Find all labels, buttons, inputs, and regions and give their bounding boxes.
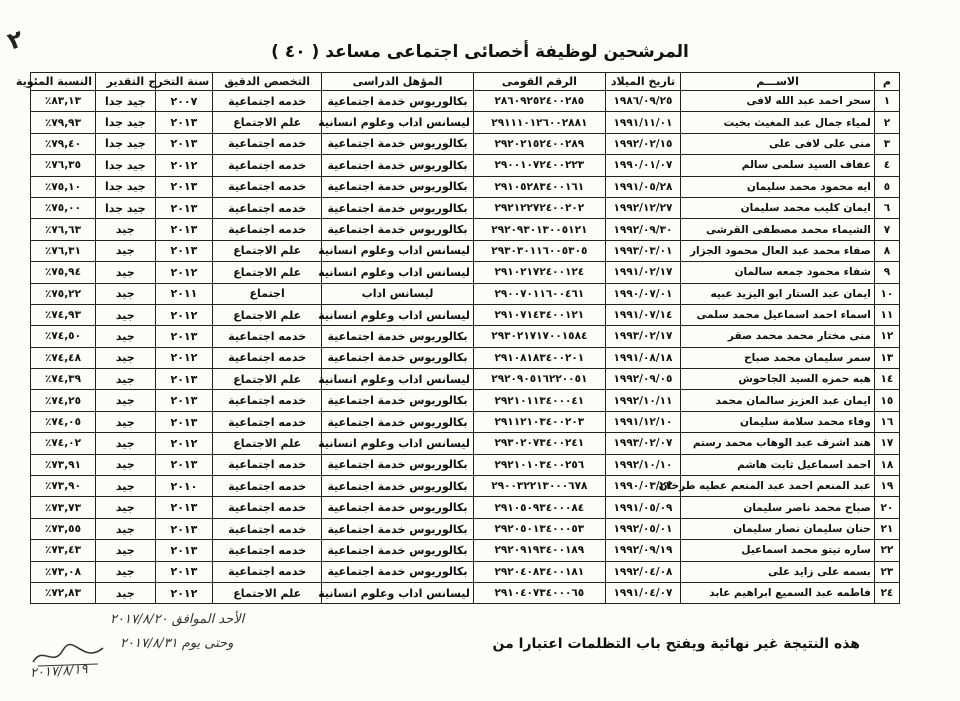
national-id-cell: ٢٩١٠٢١٧٢٤٠٠١٢٤ xyxy=(473,262,605,283)
table-row xyxy=(31,390,900,411)
grad-year-cell: ٢٠١٢ xyxy=(155,582,213,603)
national-id-cell: ٢٩٣٠٢٠٧٣٤٠٠٢٤١ xyxy=(473,433,605,454)
grad-year-cell: ٢٠٠٧ xyxy=(155,91,213,112)
specialty-cell: علم الاجتماع xyxy=(213,304,322,325)
national-id-cell: ٢٩٠٠١٠٧٢٤٠٠٢٢٣ xyxy=(473,155,605,176)
grade-cell: جيد xyxy=(95,369,155,390)
handwritten-signature-date: ٢٠١٧/٨/١٩ xyxy=(29,662,89,681)
row-num-cell: ١٠ xyxy=(874,283,899,304)
table-row xyxy=(31,347,900,368)
grade-cell: جيد xyxy=(95,240,155,261)
percent-cell: ٧٣,٧٣٪ xyxy=(31,497,96,518)
specialty-cell: خدمه اجتماعية xyxy=(213,326,322,347)
dob-cell: ١٩٨٦/٠٩/٢٥ xyxy=(605,91,680,112)
percent-cell: ٧٥,٩٤٪ xyxy=(31,262,96,283)
table-row xyxy=(31,112,900,133)
percent-cell: ٧٤,٠٥٪ xyxy=(31,411,96,432)
row-num-cell: ٢٠ xyxy=(874,497,899,518)
name-cell: عفاف السيد سلمى سالم xyxy=(681,155,875,176)
qualification-cell: بكالوريوس خدمة اجتماعية xyxy=(322,347,474,368)
percent-cell: ٧٣,٩١٪ xyxy=(31,454,96,475)
qualification-cell: ليسانس اداب وعلوم انسانية xyxy=(322,433,474,454)
grad-year-cell: ٢٠١٣ xyxy=(155,326,213,347)
qualification-cell: بكالوريوس خدمة اجتماعية xyxy=(322,454,474,475)
handwritten-date-from: الأحد الموافق ٢٠١٧/٨/٢٠ xyxy=(110,612,245,627)
row-num-cell: ١١ xyxy=(874,304,899,325)
name-cell: ايمان عبد العزيز سالمان محمد xyxy=(681,390,875,411)
table-row xyxy=(31,283,900,304)
row-num-cell: ١٨ xyxy=(874,454,899,475)
national-id-cell: ٢٩٠٠٣٢٢١٣٠٠٠٦٧٨ xyxy=(473,476,605,497)
grade-cell: جيد جدا xyxy=(95,155,155,176)
grade-cell: جيد xyxy=(95,390,155,411)
row-num-cell: ١ xyxy=(874,91,899,112)
grade-cell: جيد جدا xyxy=(95,91,155,112)
table-row xyxy=(31,326,900,347)
row-num-cell: ٢٣ xyxy=(874,561,899,582)
national-id-cell: ٢٩٠٠٧٠١١٦٠٠٤٦١ xyxy=(473,283,605,304)
name-cell: صفاء محمد عبد العال محمود الجزار xyxy=(681,240,875,261)
table-row xyxy=(31,133,900,154)
dob-cell: ١٩٩٠/٠٣/٢٢ xyxy=(605,476,680,497)
dob-cell: ١٩٩٢/٠٩/٠٥ xyxy=(605,369,680,390)
dob-cell: ١٩٩٣/٠٢/١٧ xyxy=(605,326,680,347)
header-percent: النسبة المئوية xyxy=(31,73,96,91)
national-id-cell: ٢٩١٠٥٠٩٣٤٠٠٠٨٤ xyxy=(473,497,605,518)
national-id-cell: ٢٩٢٠٩٠٥١٦٢٢٠٠٥١ xyxy=(473,369,605,390)
header-grade: التقدير xyxy=(95,73,155,91)
row-num-cell: ٦ xyxy=(874,197,899,218)
corner-page-mark: ٢ xyxy=(4,24,27,56)
dob-cell: ١٩٩١/٠٨/١٨ xyxy=(605,347,680,368)
qualification-cell: بكالوريوس خدمة اجتماعية xyxy=(322,326,474,347)
grad-year-cell: ٢٠١٣ xyxy=(155,240,213,261)
dob-cell: ١٩٩١/١١/٠١ xyxy=(605,112,680,133)
table-header-row xyxy=(31,73,900,91)
qualification-cell: بكالوريوس خدمة اجتماعية xyxy=(322,197,474,218)
percent-cell: ٧٩,٩٣٪ xyxy=(31,112,96,133)
grad-year-cell: ٢٠١١ xyxy=(155,283,213,304)
name-cell: صباح محمد ناصر سليمان xyxy=(681,497,875,518)
dob-cell: ١٩٩٢/١٢/٢٧ xyxy=(605,197,680,218)
national-id-cell: ٢٩٢٠٥٠١٣٤٠٠٠٥٣ xyxy=(473,518,605,539)
table-row xyxy=(31,454,900,475)
national-id-cell: ٢٩٢٠٩٣٠١٣٠٠٥١٢١ xyxy=(473,219,605,240)
table-row xyxy=(31,582,900,603)
grad-year-cell: ٢٠١٣ xyxy=(155,411,213,432)
grad-year-cell: ٢٠١٣ xyxy=(155,454,213,475)
dob-cell: ١٩٩١/٠٥/٢٨ xyxy=(605,176,680,197)
percent-cell: ٧٦,٣١٪ xyxy=(31,240,96,261)
percent-cell: ٧٣,٠٨٪ xyxy=(31,561,96,582)
table-row xyxy=(31,155,900,176)
row-num-cell: ٧ xyxy=(874,219,899,240)
national-id-cell: ٢٩١٠٤٠٧٣٤٠٠٠٦٥ xyxy=(473,582,605,603)
table-row xyxy=(31,540,900,561)
qualification-cell: بكالوريوس خدمة اجتماعية xyxy=(322,155,474,176)
dob-cell: ١٩٩١/٠٢/١٧ xyxy=(605,262,680,283)
header-specialty: التخصص الدقيق xyxy=(213,73,322,91)
footer-note: هذه النتيجة غير نهائية ويفتح باب التظلمات اعتبارا من xyxy=(492,636,860,652)
national-id-cell: ٢٩٢١٠١٠٣٤٠٠٢٥٦ xyxy=(473,454,605,475)
grade-cell: جيد جدا xyxy=(95,112,155,133)
header-dob: تاريخ الميلاد xyxy=(605,73,680,91)
qualification-cell: ليسانس اداب وعلوم انسانية xyxy=(322,240,474,261)
percent-cell: ٨٣,١٣٪ xyxy=(31,91,96,112)
national-id-cell: ٢٨٦٠٩٢٥٢٤٠٠٢٨٥ xyxy=(473,91,605,112)
grade-cell: جيد xyxy=(95,347,155,368)
percent-cell: ٧٤,٣٩٪ xyxy=(31,369,96,390)
grad-year-cell: ٢٠١٣ xyxy=(155,219,213,240)
table-row xyxy=(31,176,900,197)
percent-cell: ٧٩,٤٠٪ xyxy=(31,133,96,154)
specialty-cell: علم الاجتماع xyxy=(213,433,322,454)
grad-year-cell: ٢٠١٢ xyxy=(155,433,213,454)
percent-cell: ٧٥,٠٠٪ xyxy=(31,197,96,218)
specialty-cell: خدمه اجتماعية xyxy=(213,91,322,112)
handwritten-date-to: وحتى يوم ٢٠١٧/٨/٣١ xyxy=(120,636,234,651)
dob-cell: ١٩٩٠/٠١/٠٧ xyxy=(605,155,680,176)
grad-year-cell: ٢٠١٣ xyxy=(155,518,213,539)
table-row xyxy=(31,219,900,240)
row-num-cell: ٥ xyxy=(874,176,899,197)
name-cell: احمد اسماعيل ثابت هاشم xyxy=(681,454,875,475)
grad-year-cell: ٢٠١٢ xyxy=(155,155,213,176)
specialty-cell: خدمه اجتماعية xyxy=(213,219,322,240)
national-id-cell: ٢٩٣٠٢١٧١٧٠٠١٥٨٤ xyxy=(473,326,605,347)
row-num-cell: ٢٢ xyxy=(874,540,899,561)
national-id-cell: ٢٩١٠٥٢٨٣٤٠٠١٦١ xyxy=(473,176,605,197)
qualification-cell: ليسانس اداب وعلوم انسانية xyxy=(322,262,474,283)
grade-cell: جيد xyxy=(95,561,155,582)
name-cell: ساره تيتو محمد اسماعيل xyxy=(681,540,875,561)
qualification-cell: بكالوريوس خدمة اجتماعية xyxy=(322,219,474,240)
row-num-cell: ١٧ xyxy=(874,433,899,454)
row-num-cell: ٨ xyxy=(874,240,899,261)
specialty-cell: خدمه اجتماعية xyxy=(213,476,322,497)
percent-cell: ٧٢,٨٣٪ xyxy=(31,582,96,603)
table-body xyxy=(31,91,900,604)
specialty-cell: خدمه اجتماعية xyxy=(213,155,322,176)
row-num-cell: ٣ xyxy=(874,133,899,154)
name-cell: منى مختار محمد محمد صقر xyxy=(681,326,875,347)
table-row xyxy=(31,304,900,325)
dob-cell: ١٩٩٣/٠٣/٠١ xyxy=(605,240,680,261)
percent-cell: ٧٤,٩٣٪ xyxy=(31,304,96,325)
table-row xyxy=(31,497,900,518)
grad-year-cell: ٢٠١٣ xyxy=(155,540,213,561)
row-num-cell: ١٤ xyxy=(874,369,899,390)
grad-year-cell: ٢٠١٣ xyxy=(155,561,213,582)
national-id-cell: ٢٩٢٠٤٠٨٣٤٠٠١٨١ xyxy=(473,561,605,582)
percent-cell: ٧٤,٠٢٪ xyxy=(31,433,96,454)
name-cell: سحر احمد عبد الله لافى xyxy=(681,91,875,112)
specialty-cell: خدمه اجتماعية xyxy=(213,561,322,582)
specialty-cell: خدمه اجتماعية xyxy=(213,133,322,154)
qualification-cell: بكالوريوس خدمة اجتماعية xyxy=(322,561,474,582)
name-cell: منى على لافى على xyxy=(681,133,875,154)
row-num-cell: ٢١ xyxy=(874,518,899,539)
dob-cell: ١٩٩٣/٠٢/٠٧ xyxy=(605,433,680,454)
specialty-cell: خدمه اجتماعية xyxy=(213,411,322,432)
percent-cell: ٧٣,٩٠٪ xyxy=(31,476,96,497)
national-id-cell: ٢٩٣٠٣٠١١٦٠٠٥٣٠٥ xyxy=(473,240,605,261)
grade-cell: جيد xyxy=(95,433,155,454)
specialty-cell: علم الاجتماع xyxy=(213,112,322,133)
grad-year-cell: ٢٠١٢ xyxy=(155,347,213,368)
grade-cell: جيد xyxy=(95,283,155,304)
specialty-cell: خدمه اجتماعية xyxy=(213,497,322,518)
dob-cell: ١٩٩٢/٠٥/٠١ xyxy=(605,518,680,539)
name-cell: لمياء جمال عبد المغيث بخيت xyxy=(681,112,875,133)
qualification-cell: بكالوريوس خدمة اجتماعية xyxy=(322,476,474,497)
national-id-cell: ٢٩٢١٢٢٧٢٤٠٠٢٠٢ xyxy=(473,197,605,218)
dob-cell: ١٩٩٢/٠٩/١٩ xyxy=(605,540,680,561)
name-cell: هند اشرف عبد الوهاب محمد رستم xyxy=(681,433,875,454)
header-grad-year: سنة التخرج xyxy=(155,73,213,91)
specialty-cell: علم الاجتماع xyxy=(213,582,322,603)
qualification-cell: ليسانس اداب وعلوم انسانية xyxy=(322,369,474,390)
row-num-cell: ٢ xyxy=(874,112,899,133)
national-id-cell: ٢٩١١٢١٠٣٤٠٠٢٠٣ xyxy=(473,411,605,432)
percent-cell: ٧٥,٢٢٪ xyxy=(31,283,96,304)
row-num-cell: ١٣ xyxy=(874,347,899,368)
row-num-cell: ١٩ xyxy=(874,476,899,497)
table-row xyxy=(31,197,900,218)
grade-cell: جيد xyxy=(95,497,155,518)
specialty-cell: اجتماع xyxy=(213,283,322,304)
grade-cell: جيد xyxy=(95,326,155,347)
name-cell: عبد المنعم احمد عبد المنعم عطيه طرخان xyxy=(681,476,875,497)
national-id-cell: ٢٩٢٠٢١٥٢٤٠٠٢٨٩ xyxy=(473,133,605,154)
specialty-cell: خدمه اجتماعية xyxy=(213,540,322,561)
national-id-cell: ٢٩١١١٠١٢٦٠٠٢٨٨١ xyxy=(473,112,605,133)
national-id-cell: ٢٩٢١٠١١٣٤٠٠٠٤١ xyxy=(473,390,605,411)
specialty-cell: علم الاجتماع xyxy=(213,262,322,283)
header-qualification: المؤهل الدراسى xyxy=(322,73,474,91)
qualification-cell: بكالوريوس خدمة اجتماعية xyxy=(322,411,474,432)
grad-year-cell: ٢٠١٣ xyxy=(155,369,213,390)
name-cell: شفاء محمود جمعه سالمان xyxy=(681,262,875,283)
table-row xyxy=(31,476,900,497)
candidates-table xyxy=(15,72,900,604)
qualification-cell: بكالوريوس خدمة اجتماعية xyxy=(322,133,474,154)
dob-cell: ١٩٩٢/١٠/١٠ xyxy=(605,454,680,475)
table-row xyxy=(31,433,900,454)
percent-cell: ٧٤,٥٠٪ xyxy=(31,326,96,347)
name-cell: الشيماء محمد مصطفى القرشى xyxy=(681,219,875,240)
qualification-cell: بكالوريوس خدمة اجتماعية xyxy=(322,497,474,518)
name-cell: اسماء احمد اسماعيل محمد سلمى xyxy=(681,304,875,325)
grade-cell: جيد جدا xyxy=(95,176,155,197)
table-row xyxy=(31,561,900,582)
qualification-cell: بكالوريوس خدمة اجتماعية xyxy=(322,176,474,197)
dob-cell: ١٩٩٢/٠٢/١٥ xyxy=(605,133,680,154)
percent-cell: ٧٥,١٠٪ xyxy=(31,176,96,197)
specialty-cell: خدمه اجتماعية xyxy=(213,347,322,368)
grade-cell: جيد xyxy=(95,518,155,539)
name-cell: هبه حمزه السيد الجاحوش xyxy=(681,369,875,390)
header-name: الاســـم xyxy=(681,73,875,91)
row-num-cell: ٢٤ xyxy=(874,582,899,603)
row-num-cell: ١٦ xyxy=(874,411,899,432)
grade-cell: جيد xyxy=(95,540,155,561)
dob-cell: ١٩٩١/٠٥/٠٩ xyxy=(605,497,680,518)
table-row xyxy=(31,411,900,432)
national-id-cell: ٢٩١٠٨١٨٣٤٠٠٢٠١ xyxy=(473,347,605,368)
name-cell: سمر سليمان محمد صباح xyxy=(681,347,875,368)
dob-cell: ١٩٩١/١٢/١٠ xyxy=(605,411,680,432)
row-num-cell: ٩ xyxy=(874,262,899,283)
percent-cell: ٧٣,٥٥٪ xyxy=(31,518,96,539)
specialty-cell: خدمه اجتماعية xyxy=(213,197,322,218)
qualification-cell: ليسانس اداب وعلوم انسانية xyxy=(322,112,474,133)
grad-year-cell: ٢٠١٠ xyxy=(155,476,213,497)
qualification-cell: ليسانس اداب وعلوم انسانية xyxy=(322,582,474,603)
name-cell: فاطمه عبد السميع ابراهيم عابد xyxy=(681,582,875,603)
table-row xyxy=(31,369,900,390)
qualification-cell: بكالوريوس خدمة اجتماعية xyxy=(322,91,474,112)
grade-cell: جيد xyxy=(95,411,155,432)
row-num-cell: ١٢ xyxy=(874,326,899,347)
name-cell: ايمان كليب محمد سليمان xyxy=(681,197,875,218)
grade-cell: جيد xyxy=(95,454,155,475)
grad-year-cell: ٢٠١٣ xyxy=(155,197,213,218)
dob-cell: ١٩٩٢/١٠/١١ xyxy=(605,390,680,411)
name-cell: ايمان عبد الستار ابو اليزيد عبيه xyxy=(681,283,875,304)
table-row xyxy=(31,91,900,112)
qualification-cell: ليسانس اداب xyxy=(322,283,474,304)
specialty-cell: خدمه اجتماعية xyxy=(213,518,322,539)
percent-cell: ٧٤,٤٨٪ xyxy=(31,347,96,368)
header-num: م xyxy=(874,73,899,91)
grade-cell: جيد جدا xyxy=(95,197,155,218)
national-id-cell: ٢٩٢٠٩١٩٣٤٠٠١٨٩ xyxy=(473,540,605,561)
row-num-cell: ١٥ xyxy=(874,390,899,411)
dob-cell: ١٩٩٠/٠٧/٠١ xyxy=(605,283,680,304)
grad-year-cell: ٢٠١٣ xyxy=(155,497,213,518)
qualification-cell: بكالوريوس خدمة اجتماعية xyxy=(322,390,474,411)
row-num-cell: ٤ xyxy=(874,155,899,176)
name-cell: بسمه على زايد على xyxy=(681,561,875,582)
qualification-cell: ليسانس اداب وعلوم انسانية xyxy=(322,304,474,325)
specialty-cell: علم الاجتماع xyxy=(213,369,322,390)
table-row xyxy=(31,518,900,539)
table-row xyxy=(31,240,900,261)
name-cell: ايه محمود محمد سليمان xyxy=(681,176,875,197)
national-id-cell: ٢٩١٠٧١٤٣٤٠٠١٢١ xyxy=(473,304,605,325)
dob-cell: ١٩٩٢/٠٩/٣٠ xyxy=(605,219,680,240)
grade-cell: جيد xyxy=(95,304,155,325)
grade-cell: جيد xyxy=(95,476,155,497)
name-cell: وفاء محمد سلامة سليمان xyxy=(681,411,875,432)
specialty-cell: علم الاجتماع xyxy=(213,240,322,261)
grad-year-cell: ٢٠١٣ xyxy=(155,390,213,411)
qualification-cell: بكالوريوس خدمة اجتماعية xyxy=(322,518,474,539)
grade-cell: جيد جدا xyxy=(95,133,155,154)
percent-cell: ٧٦,٦٣٪ xyxy=(31,219,96,240)
table-row xyxy=(31,262,900,283)
name-cell: حنان سليمان نصار سليمان xyxy=(681,518,875,539)
grade-cell: جيد xyxy=(95,219,155,240)
percent-cell: ٧٦,٣٥٪ xyxy=(31,155,96,176)
grad-year-cell: ٢٠١٣ xyxy=(155,133,213,154)
percent-cell: ٧٤,٢٥٪ xyxy=(31,390,96,411)
grad-year-cell: ٢٠١٣ xyxy=(155,112,213,133)
dob-cell: ١٩٩١/٠٤/٠٧ xyxy=(605,582,680,603)
grad-year-cell: ٢٠١٢ xyxy=(155,262,213,283)
header-national-id: الرقم القومى xyxy=(473,73,605,91)
page-title: المرشحين لوظيفة أخصائى اجتماعى مساعد ( ٤٠ ) xyxy=(271,42,689,62)
percent-cell: ٧٣,٤٣٪ xyxy=(31,540,96,561)
qualification-cell: بكالوريوس خدمة اجتماعية xyxy=(322,540,474,561)
specialty-cell: خدمه اجتماعية xyxy=(213,454,322,475)
grade-cell: جيد xyxy=(95,582,155,603)
grad-year-cell: ٢٠١٢ xyxy=(155,304,213,325)
grade-cell: جيد xyxy=(95,262,155,283)
grad-year-cell: ٢٠١٣ xyxy=(155,176,213,197)
specialty-cell: خدمه اجتماعية xyxy=(213,176,322,197)
dob-cell: ١٩٩٢/٠٤/٠٨ xyxy=(605,561,680,582)
specialty-cell: خدمه اجتماعية xyxy=(213,390,322,411)
dob-cell: ١٩٩١/٠٧/١٤ xyxy=(605,304,680,325)
